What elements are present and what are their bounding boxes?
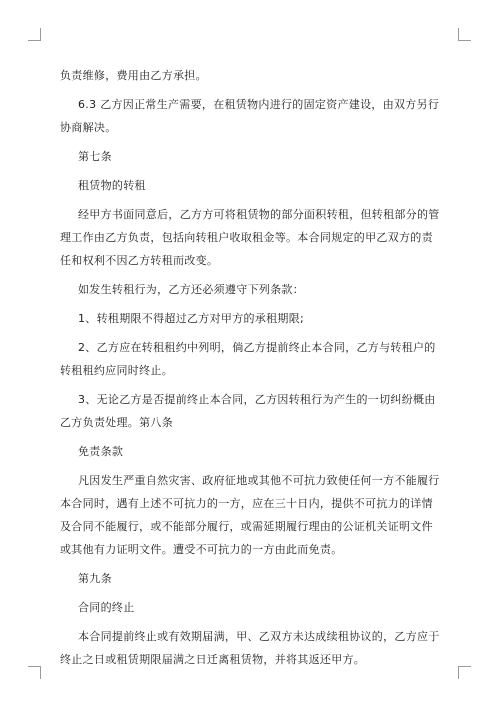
paragraph-sublease-terms: 经甲方书面同意后，乙方方可将租赁物的部分面积转租，但转租部分的管理工作由乙方负责，包括向转租户收取租金等。本合同规定的甲乙双方的责任和权利不因乙方转租而改变。 xyxy=(60,208,440,267)
crop-mark-bottom-left xyxy=(28,666,41,679)
list-item-2: 2、乙方应在转租租约中列明，倘乙方提前终止本合同，乙方与转租户的转租租约应同时终止。 xyxy=(60,341,436,377)
paragraph-continuation: 负责维修，费用由乙方承担。 xyxy=(60,69,207,82)
paragraph-clause-6-3: 6.3 乙方因正常生产需要，在租赁物内进行的固定资产建设，由双方另行协商解决。 xyxy=(60,98,440,134)
list-item-3: 3、无论乙方是否提前终止本合同，乙方因转租行为产生的一切纠纷概由乙方负责处理。第八条 xyxy=(60,393,436,429)
article-title-termination: 合同的终止 xyxy=(78,601,135,614)
paragraph-sublease-conditions: 如发生转租行为，乙方还必须遵守下列条款： xyxy=(78,283,304,296)
article-title-sublease: 租赁物的转租 xyxy=(78,179,146,192)
crop-mark-bottom-right xyxy=(458,666,471,679)
crop-mark-top-right xyxy=(458,28,471,41)
paragraph-termination: 本合同提前终止或有效期届满，甲、乙双方未达成续租协议的，乙方应于终止之日或租赁期限届满之日迁离租赁物，并将其返还甲方。 xyxy=(60,630,440,666)
article-heading-9: 第九条 xyxy=(78,572,112,585)
article-title-exemption: 免责条款 xyxy=(78,445,124,458)
document-body xyxy=(60,64,444,677)
list-item-1: 1、转租期限不得超过乙方对甲方的承租期限; xyxy=(78,312,305,325)
crop-mark-top-left xyxy=(28,28,41,41)
article-heading-7: 第七条 xyxy=(78,150,112,163)
paragraph-force-majeure: 凡因发生严重自然灾害、政府征地或其他不可抗力致使任何一方不能履行本合同时，遇有上述不可抗力的一方，应在三十日内，提供不可抗力的详情及合同不能履行，或不能部分履行，或需延期履行理由的公证机关证明文件或其他有力证明文件。遭受不可抗力的一方由此而免责。 xyxy=(60,474,440,556)
